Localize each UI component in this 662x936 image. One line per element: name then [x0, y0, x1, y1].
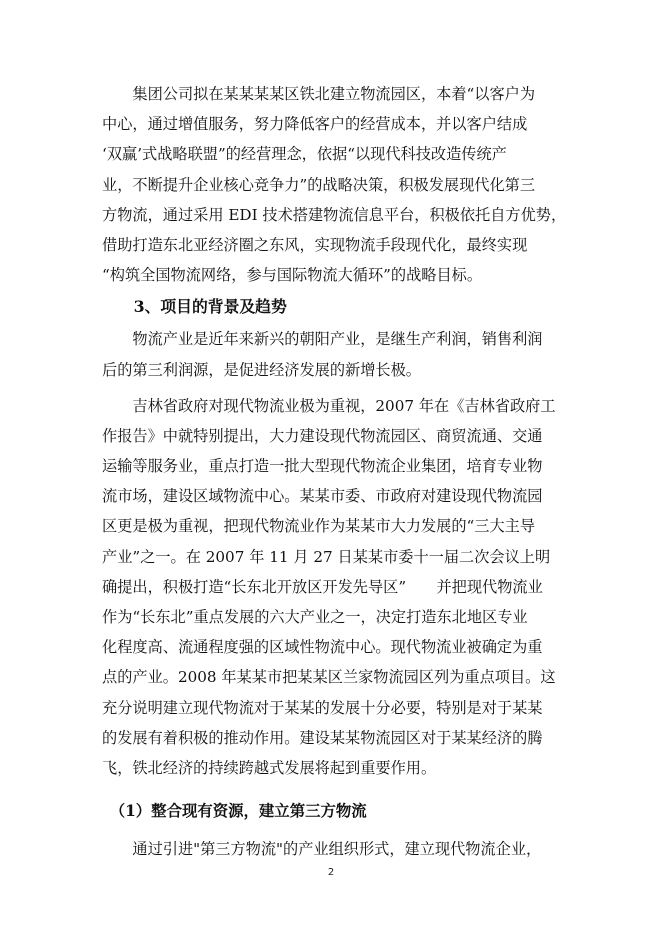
page-content: [102, 79, 567, 864]
text-line: 中心，通过增值服务，努力降低客户的经营成本，并以客户结成: [102, 115, 528, 134]
paragraph-intro: [102, 79, 567, 290]
text-line: 化程度高、流通程度强的区域性物流中心。现代物流业被确定为重: [102, 638, 543, 657]
text-line: 区更是极为重视，把现代物流业作为某某市大力发展的“三大主导: [102, 517, 536, 536]
paragraph-third-party: [102, 834, 562, 864]
text-line: 方物流，通过采用 EDI 技术搭建物流信息平台，积极依托自方优势，: [102, 205, 567, 224]
subsection-heading: （1）整合现有资源，建立第三方物流: [102, 802, 367, 821]
text-line: 运输等服务业，重点打造一批大型现代物流企业集团，培育专业物: [102, 457, 543, 476]
text-line: 业，不断提升企业核心竞争力”的战略决策，积极发展现代化第三: [102, 175, 536, 194]
text-line: 的发展有着积极的推动作用。建设某某物流园区对于某某经济的腾: [102, 728, 543, 747]
text-line: 物流产业是近年来新兴的朝阳产业，是继生产利润，销售利润: [102, 330, 543, 349]
text-line: 飞，铁北经济的持续跨越式发展将起到重要作用。: [102, 758, 437, 777]
paragraph-industry: [102, 324, 562, 384]
text-line: 通过引进"第三方物流"的产业组织形式，建立现代物流企业，: [102, 840, 542, 859]
text-line: “构筑全国物流网络，参与国际物流大循环”的战略目标。: [102, 266, 483, 285]
text-line: 集团公司拟在某某某某区铁北建立物流园区，本着“以客户为: [102, 85, 536, 103]
text-line: 流市场，建设区域物流中心。某某市委、市政府对建设现代物流园: [102, 487, 543, 506]
text-line: 后的第三利润源，是促进经济发展的新增长极。: [102, 360, 421, 379]
text-line: 作为“长东北”重点发展的六大产业之一，决定打造东北地区专业: [102, 608, 528, 626]
text-line: 作报告》中就特别提出，大力建设现代物流园区、商贸流通、交通: [102, 426, 543, 445]
text-line: 产业”之一。在 2007 年 11 月 27 日某某市委十一届二次会议上明: [102, 547, 551, 566]
paragraph-government: [102, 391, 562, 783]
section-heading: 3、项目的背景及趋势: [102, 297, 287, 317]
text-line: 充分说明建立现代物流对于某某的发展十分必要，特别是对于某某: [102, 698, 543, 717]
text-line: 吉林省政府对现代物流业极为重视，2007 年在《吉林省政府工: [102, 396, 556, 415]
text-line: 确提出，积极打造“长东北开放区开发先导区” 并把现代物流业: [102, 577, 543, 596]
text-line: 借助打造东北亚经济圈之东风，实现物流手段现代化，最终实现: [102, 235, 528, 254]
text-line: 点的产业。2008 年某某市把某某区兰家物流园区列为重点项目。这: [102, 668, 556, 687]
text-line: ‘双赢’式战略联盟”的经营理念，依据“以现代科技改造传统产: [102, 145, 507, 164]
page-number: 2: [327, 867, 335, 878]
